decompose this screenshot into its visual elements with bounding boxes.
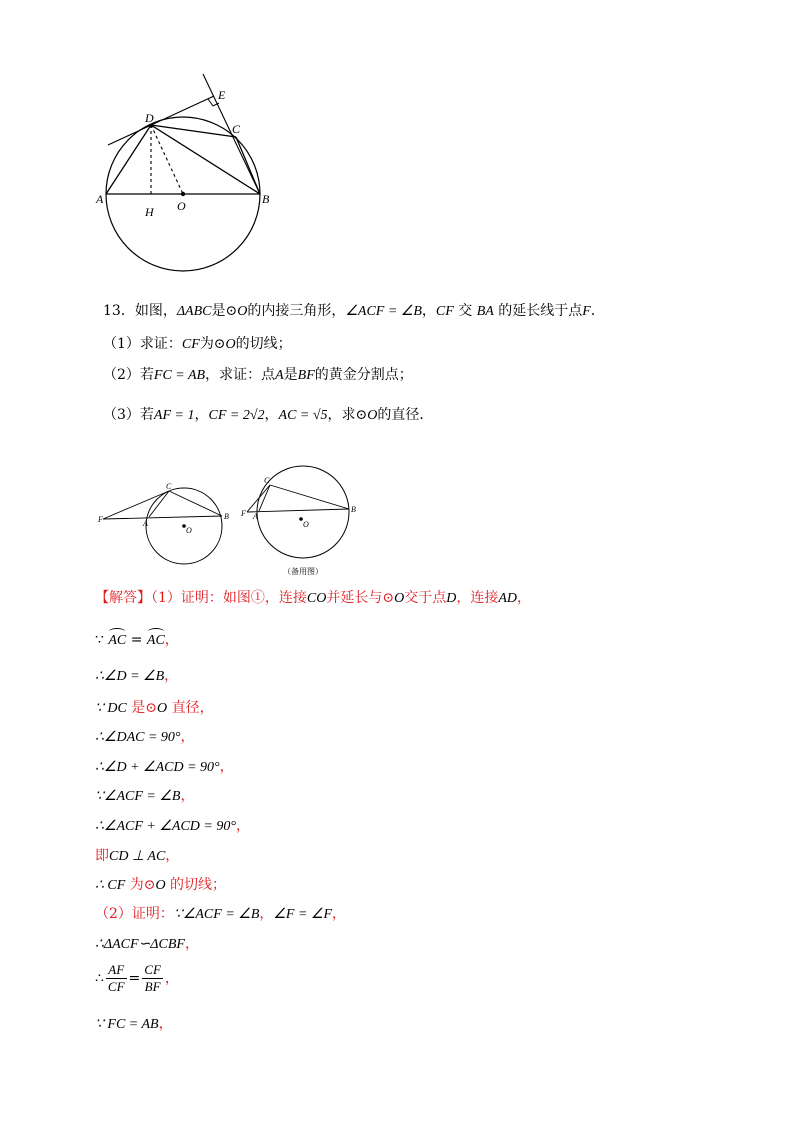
figure-1	[90, 70, 290, 285]
fraction-af-cf: $\frac{AF}{CF}$	[107, 962, 125, 994]
solution-line-0: 【解答】（1）证明：如图①，连接CO并延长与⊙O交于点D，连接AD，	[95, 590, 532, 606]
solution-line-1: ∵ AC = AC，	[95, 630, 179, 651]
solution-line-9: ∴ CF 为⊙O 的切线；	[95, 877, 227, 893]
solution-line-13: ∵ FC = AB，	[95, 1016, 173, 1032]
problem-stem: 13．如图，ΔABC是⊙O的内接三角形，∠ACF = ∠B，CF 交 BA 的延长线于点F．	[103, 303, 605, 319]
figure-1-label-c: C	[232, 122, 241, 136]
figure-1-tangent-line	[108, 96, 214, 145]
question-2: （2）若FC = AB，求证：点A是BF的黄金分割点；	[103, 367, 413, 383]
figure-2-segment-fc	[103, 491, 169, 519]
question-3: （3）若AF = 1，CF = 2√2，AC = √5，求⊙O的直径．	[103, 407, 434, 423]
figure-3-segment-ca	[259, 485, 270, 511]
arc-ac-2: AC	[147, 631, 165, 651]
figure-1-label-d: D	[145, 111, 154, 125]
solution-tag: 【解答】	[95, 590, 151, 606]
figure-3-segment-fc	[247, 485, 270, 512]
solution-line-5: ∴∠D + ∠ACD = 90°，	[95, 759, 234, 775]
figure-3-caption: （备用图）	[283, 567, 323, 576]
figure-1-segment-dc	[151, 125, 236, 137]
solution-line-11: ∴ΔACF∽ΔCBF，	[95, 936, 199, 952]
figure-1-label-o: O	[177, 199, 186, 213]
figure-1-label-h: H	[145, 205, 154, 219]
figure-2-label-o: O	[186, 526, 192, 535]
figure-2	[95, 480, 240, 565]
solution-line-8: 即CD ⊥ AC，	[95, 848, 180, 864]
fraction-cf-bf: $\frac{CF}{BF}$	[144, 962, 161, 994]
arc-ac-1: AC	[108, 631, 126, 651]
solution-line-7: ∴∠ACF + ∠ACD = 90°，	[95, 818, 250, 834]
figure-3-label-a: A	[253, 512, 258, 521]
figure-3-circle	[257, 466, 349, 558]
figure-1-label-a: A	[96, 192, 104, 206]
solution-line-4: ∴∠DAC = 90°，	[95, 729, 195, 745]
solution-line-6: ∵∠ACF = ∠B，	[95, 788, 195, 804]
figure-2-label-a: A	[143, 519, 148, 528]
question-1: （1）求证：CF为⊙O的切线；	[103, 336, 292, 352]
figure-3-label-f: F	[241, 509, 246, 518]
figure-2-label-b: B	[224, 512, 229, 521]
figure-1-center-dot	[181, 192, 185, 196]
figure-3-segment-fb	[247, 509, 349, 512]
figure-2-label-f: F	[98, 515, 103, 524]
solution-line-12: ∴ $\frac{AF}{CF}$ = $\frac{CF}{BF}$ ，	[95, 962, 179, 994]
figure-2-segment-fb	[103, 516, 222, 519]
figure-2-label-c: C	[166, 482, 172, 491]
solution-line-3: ∵ DC 是⊙O 直径，	[95, 700, 214, 716]
figure-3	[240, 464, 362, 580]
figure-3-label-o: O	[303, 520, 309, 529]
figure-3-segment-cb	[270, 485, 349, 509]
figure-3-label-c: C	[264, 476, 270, 485]
problem-number: 13．	[103, 303, 135, 319]
figure-1-label-e: E	[218, 88, 226, 102]
solution-line-2: ∴∠D = ∠B，	[95, 668, 179, 684]
figure-3-label-b: B	[351, 505, 356, 514]
figure-1-label-b: B	[262, 192, 270, 206]
solution-line-10: （2）证明：∵∠ACF = ∠B，∠F = ∠F，	[95, 906, 347, 922]
